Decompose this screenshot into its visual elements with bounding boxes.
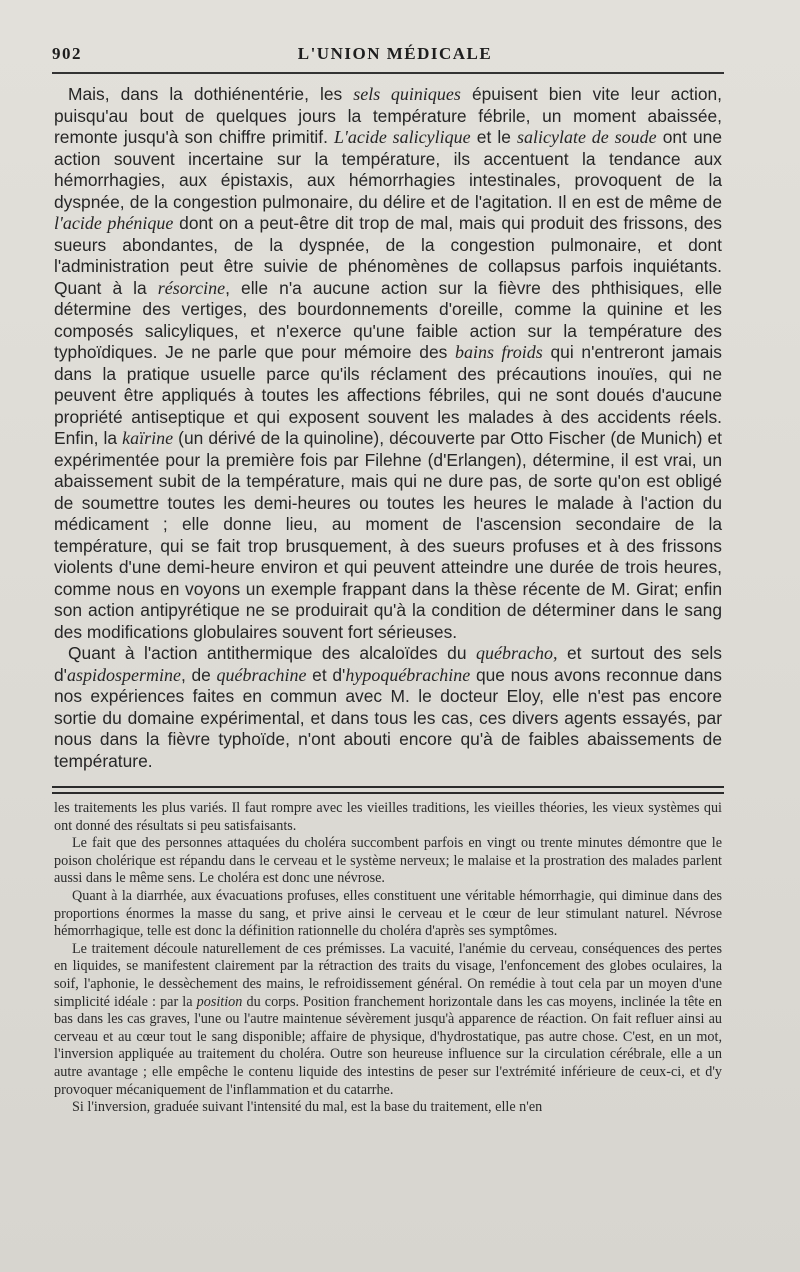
italic-term: L'acide salicylique [334,127,471,147]
main-text [54,84,722,772]
footnote-separator [52,786,724,794]
italic-term: l'acide phénique [54,213,174,233]
footnote-paragraph-1 [54,800,722,835]
italic-term: sels quiniques [353,84,461,104]
text-run: (un dérivé de la quinoline), découverte par Otto Fischer (de Munich) et expérimentée pour la première fois par Filehne (d'Erlangen), détermine, il est vrai, un abaissement subit de la température, mais qui ne dure pas, de sorte qu'on est obligé de soumettre toutes les demi-heures ou toutes les heures le malade à l'action du médicament ; elle donne lieu, au moment de l'ascension secondaire de la température, qui se fait trop brusquement, à des sueurs profuses et à des frissons violents d'une demi-heure environ et qui peuvent atteindre une durée de trois heures, comme nous en voyons un exemple frappant dans la thèse récente de M. Girat; enfin son action antipyrétique ne se produirait qu'à la condition de déterminer dans le sang des modifications globulaires souvent fort sérieuses. [54,428,722,642]
italic-term: salicylate de soude [517,127,657,147]
italic-term: bains froids [455,342,543,362]
text-run: Si l'inversion, graduée suivant l'intensité du mal, est la base du traitement, elle n'en [72,1099,543,1116]
text-run: Le traitement découle naturellement de ces prémisses. La vacuité, l'anémie du cerveau, conséquences des pertes en liquides, se manifestent clairement par la rétraction des traits du visage, l'enfoncement des globes oculaires, la soif, l'aphonie, le dessèchement des mains, le refroidissement général. On remédie à tout cela par un moyen d'une simplicité idéale : par la [54,940,722,1010]
text-run: et le [470,127,518,147]
text-run: et surtout des sels d' [54,643,722,685]
footnote-paragraph-5 [54,1099,722,1117]
text-run: Mais, dans la dothiénentérie, les [68,84,354,104]
italic-term: hypoquébrachine [345,664,471,685]
text-run: Quant à l'action antithermique des alcaloïdes du [68,643,476,663]
paragraph-2 [54,643,722,772]
text-run: Le fait que des personnes attaquées du choléra succombent parfois en vingt ou trente minutes démontre que le poison cholérique est répandu dans le cerveau et le système nerveux; le malaise et la prostration des malades parlent aussi dans le même sens. Le choléra est donc une névrose. [54,835,722,887]
footnote-paragraph-4 [54,941,722,1099]
text-run: Quant à la diarrhée, aux évacuations profuses, elles constituent une véritable hémorrhagie, qui diminue dans des proportions énormes la masse du sang, et prive ainsi le cerveau et le cœur de leur stimulant naturel. Névrose hémorrhagique, telle est donc la définition rationnelle du choléra d'après ses symptômes. [54,887,722,940]
text-run: qui n'entreront jamais dans la pratique usuelle parce qu'ils réclament des précautions inouïes, qui ne peuvent être appliqués à toutes les affections fébriles, qui ne sont doués d'aucune propriété antiseptique et qui exposent souvent les malades à des accidents réels. Enfin, la [54,342,722,448]
footnote-paragraph-2 [54,835,722,888]
italic-term: position [196,993,243,1010]
journal-title: L'UNION MÉDICALE [297,44,493,63]
italic-term: kaïrine [122,428,174,448]
running-head [52,36,738,68]
italic-term: québracho, [476,643,558,663]
text-run: épuisent bien vite leur action, puisqu'au bout de quelques jours la température fébrile, un moment abaissée, remonte jusqu'à son chiffre primitif. [54,84,723,147]
text-run: du corps. Position franchement horizontale dans les cas moyens, inclinée la tête en bas dans les cas graves, l'une ou l'autre maintenue sévèrement jusqu'à apparence de réaction. On fait refluer ainsi au cerveau et au cœur tout le sang disponible; affaire de physique, d'hydrostatique, pas autre chose. C'est, en un mot, l'inversion appliquée au traitement du choléra. Outre son heureuse influence sur la circulation cérébrale, elle a un autre avantage ; elle empêche le contenu liquide des intestins de peser sur l'extrémité inférieure de ceux-ci, et d'y provoquer mécaniquement de l'inflammation et du catarrhe. [54,993,722,1098]
text-run: ont une action souvent incertaine sur la température, ils accentuent la tendance aux hémorrhagies, aux épistaxis, aux hémorrhagies intestinales, provoquent de la dyspnée, de la congestion pulmonaire, du délire et de l'agitation. Il en est de même de [54,127,722,212]
footnote-paragraph-3 [54,888,722,941]
page-number: 902 [52,44,82,63]
text-run: les traitements les plus variés. Il faut rompre avec les vieilles traditions, les vieilles théories, les vieux systèmes qui ont donné des résultats si peu satisfaisants. [54,800,722,834]
italic-term: québrachine [216,664,307,685]
italic-term: résorcine [157,277,226,298]
paragraph-1 [54,84,722,643]
footnote [54,800,722,1117]
italic-term: aspidospermine [67,664,181,685]
text-run: dont on a peut-être dit trop de mal, mais qui produit des frissons, des sueurs abondantes, de la dyspnée, de la congestion pulmonaire, et dont l'administration peut être suivie de phénomènes de collapsus parfois inquiétants. Quant à la [54,213,722,298]
text-run: que nous avons reconnue dans nos expériences faites en commun avec M. le docteur Eloy, elle n'est pas encore sortie du domaine expérimental, et dans tous les cas, ces divers agents essayés, par nous dans la fièvre typhoïde, n'ont abouti encore qu'à de faibles abaissements de température. [54,664,722,771]
header-rule [52,72,724,74]
text-run: , de [181,664,217,685]
text-run: , elle n'a aucune action sur la fièvre des phthisiques, elle détermine des vertiges, des bourdonnements d'oreille, comme la quinine et les composés salicyliques, et n'exerce qu'une faible action sur la température des typhoïdiques. Je ne parle que pour mémoire des [54,277,722,362]
text-run: et d' [306,664,346,685]
